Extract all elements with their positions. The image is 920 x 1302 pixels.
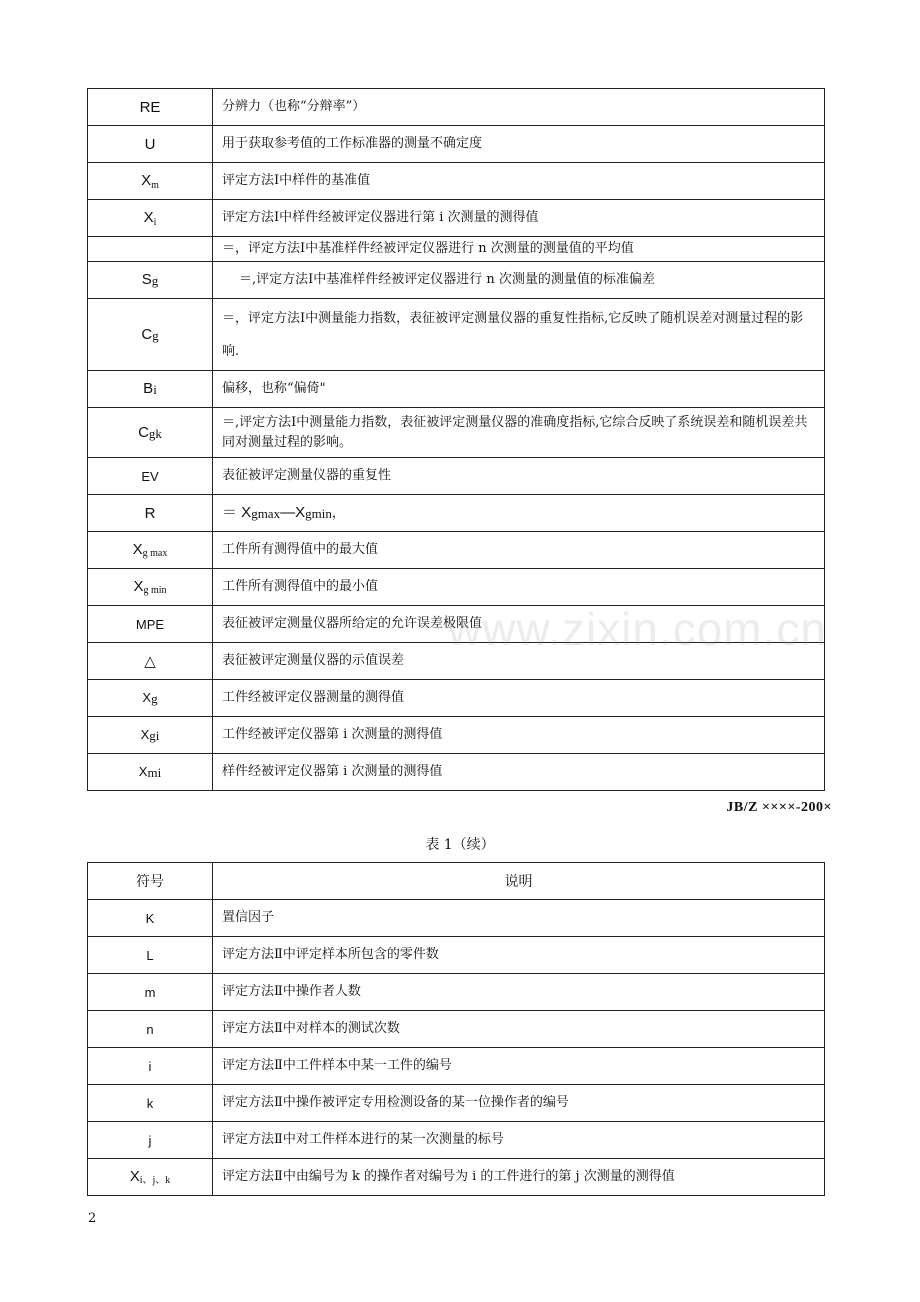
symbol-subscript: m bbox=[151, 179, 159, 191]
description-cell: 评定方法Ⅱ中对工件样本进行的某一次测量的标号 bbox=[213, 1122, 825, 1159]
table-row bbox=[88, 606, 825, 643]
symbol-main: X bbox=[133, 578, 144, 595]
table-row bbox=[88, 937, 825, 974]
symbol-cell bbox=[88, 408, 213, 458]
symbol-subscript: g min bbox=[143, 585, 167, 596]
description-cell: 用于获取参考值的工作标准器的测量不确定度 bbox=[213, 126, 825, 163]
table-row bbox=[88, 569, 825, 606]
description-cell: 样件经被评定仪器第 i 次测量的测得值 bbox=[213, 754, 825, 791]
table-row bbox=[88, 1011, 825, 1048]
table-caption: 表 1（续） bbox=[425, 837, 495, 853]
symbol-main: S bbox=[141, 271, 152, 288]
description-cell: ＝，评定方法Ⅰ中测量能力指数，表征被评定测量仪器的重复性指标,它反映了随机误差对测量过程的影响. bbox=[213, 299, 825, 371]
symbol-cell: j bbox=[88, 1122, 213, 1159]
symbol-main: C bbox=[138, 423, 149, 441]
symbol-subscript: g bbox=[151, 273, 159, 288]
symbol-cell bbox=[88, 237, 213, 262]
description-cell: ＝，评定方法Ⅰ中基准样件经被评定仪器进行 n 次测量的测量值的平均值 bbox=[213, 237, 825, 262]
symbol-cell bbox=[88, 1159, 213, 1196]
table-row bbox=[88, 1085, 825, 1122]
table-row bbox=[88, 1048, 825, 1085]
symbol-subscript: g max bbox=[142, 548, 168, 559]
symbol-cell: L bbox=[88, 937, 213, 974]
column-header-description: 说明 bbox=[213, 863, 825, 900]
description-cell: 评定方法Ⅰ中样件的基准值 bbox=[213, 163, 825, 200]
symbol-cell: EV bbox=[88, 458, 213, 495]
table-row bbox=[88, 237, 825, 262]
table-row bbox=[88, 754, 825, 791]
symbol-cell bbox=[88, 569, 213, 606]
table-row bbox=[88, 200, 825, 237]
symbol-cell: k bbox=[88, 1085, 213, 1122]
symbol-cell bbox=[88, 200, 213, 237]
table-row bbox=[88, 126, 825, 163]
table-row bbox=[88, 458, 825, 495]
symbol-subscript: i bbox=[153, 216, 157, 228]
description-cell: 偏移，也称“偏倚" bbox=[213, 371, 825, 408]
table-row bbox=[88, 1159, 825, 1196]
symbol-cell: △ bbox=[88, 643, 213, 680]
symbol-main: X bbox=[140, 726, 150, 742]
description-cell: 评定方法Ⅱ中对样本的测试次数 bbox=[213, 1011, 825, 1048]
symbol-main: X bbox=[141, 171, 152, 189]
symbol-table bbox=[87, 88, 825, 791]
description-cell: 工件所有测得值中的最小值 bbox=[213, 569, 825, 606]
symbol-main: X bbox=[138, 763, 148, 779]
table-row bbox=[88, 974, 825, 1011]
formula-prefix: ＝ X bbox=[222, 503, 252, 521]
symbol-main: X bbox=[143, 208, 154, 226]
description-cell: 评定方法Ⅱ中工件样本中某一工件的编号 bbox=[213, 1048, 825, 1085]
symbol-subscript: i bbox=[153, 382, 157, 397]
table-row bbox=[88, 495, 825, 532]
formula-subscript: gmin bbox=[305, 505, 332, 521]
table-row bbox=[88, 262, 825, 299]
symbol-main: X bbox=[132, 541, 143, 558]
symbol-main: C bbox=[141, 325, 153, 343]
symbol-cell bbox=[88, 299, 213, 371]
table-row bbox=[88, 717, 825, 754]
description-cell: 表征被评定测量仪器的重复性 bbox=[213, 458, 825, 495]
formula-subscript: gmax bbox=[251, 505, 281, 521]
symbol-subscript: i、j、k bbox=[139, 1175, 171, 1186]
symbol-cell bbox=[88, 371, 213, 408]
description-cell: ＝,评定方法Ⅰ中测量能力指数，表征被评定测量仪器的准确度指标,它综合反映了系统误差和随机误差共同对测量过程的影响。 bbox=[213, 408, 825, 458]
standard-code: JB/Z ××××-200× bbox=[726, 800, 832, 815]
table-row bbox=[88, 371, 825, 408]
symbol-cell: m bbox=[88, 974, 213, 1011]
table-row bbox=[88, 1122, 825, 1159]
description-cell: 评定方法Ⅰ中样件经被评定仪器进行第 i 次测量的测得值 bbox=[213, 200, 825, 237]
symbol-cell bbox=[88, 717, 213, 754]
symbol-subscript: gi bbox=[149, 727, 160, 743]
description-cell: 工件经被评定仪器第 i 次测量的测得值 bbox=[213, 717, 825, 754]
table-row bbox=[88, 163, 825, 200]
description-cell: 工件所有测得值中的最大值 bbox=[213, 532, 825, 569]
table-row bbox=[88, 680, 825, 717]
symbol-cell bbox=[88, 163, 213, 200]
symbol-subscript: g bbox=[151, 690, 158, 706]
symbol-cell: MPE bbox=[88, 606, 213, 643]
symbol-cell: K bbox=[88, 900, 213, 937]
symbol-cell bbox=[88, 680, 213, 717]
table-row bbox=[88, 900, 825, 937]
description-cell bbox=[213, 495, 825, 532]
page-number: 2 bbox=[88, 1211, 97, 1226]
formula-suffix: ， bbox=[331, 505, 345, 521]
column-header-symbol: 符号 bbox=[88, 863, 213, 900]
watermark: www.zixin.com.cn bbox=[448, 603, 827, 655]
description-cell: 评定方法Ⅱ中由编号为 k 的操作者对编号为 i 的工件进行的第 j 次测量的测得值 bbox=[213, 1159, 825, 1196]
description-cell: ＝,评定方法Ⅰ中基准样件经被评定仪器进行 n 次测量的测量值的标准偏差 bbox=[213, 262, 825, 299]
description-cell: 评定方法Ⅱ中评定样本所包含的零件数 bbox=[213, 937, 825, 974]
symbol-cell: i bbox=[88, 1048, 213, 1085]
table-header-row bbox=[88, 863, 825, 900]
table-row bbox=[88, 408, 825, 458]
symbol-main: X bbox=[142, 689, 152, 705]
description-cell: 工件经被评定仪器测量的测得值 bbox=[213, 680, 825, 717]
table-row bbox=[88, 532, 825, 569]
symbol-main: B bbox=[143, 380, 154, 397]
table-row bbox=[88, 643, 825, 680]
description-cell: 分辨力（也称“分辩率”） bbox=[213, 89, 825, 126]
symbol-cell: RE bbox=[88, 89, 213, 126]
description-cell: 表征被评定测量仪器所给定的允许误差极限值 bbox=[213, 606, 825, 643]
formula-mid: —X bbox=[280, 503, 306, 521]
symbol-cell bbox=[88, 262, 213, 299]
description-cell: 评定方法Ⅱ中操作者人数 bbox=[213, 974, 825, 1011]
description-cell: 表征被评定测量仪器的示值误差 bbox=[213, 643, 825, 680]
symbol-main: X bbox=[129, 1168, 140, 1185]
symbol-cell bbox=[88, 532, 213, 569]
table-row bbox=[88, 89, 825, 126]
symbol-cell bbox=[88, 754, 213, 791]
description-cell: 置信因子 bbox=[213, 900, 825, 937]
symbol-cell: n bbox=[88, 1011, 213, 1048]
symbol-subscript: gk bbox=[148, 425, 162, 441]
description-cell: 评定方法Ⅱ中操作被评定专用检测设备的某一位操作者的编号 bbox=[213, 1085, 825, 1122]
table-row bbox=[88, 299, 825, 371]
symbol-cell: R bbox=[88, 495, 213, 532]
symbol-table-continued bbox=[87, 862, 825, 1196]
symbol-subscript: g bbox=[152, 327, 159, 343]
symbol-subscript: mi bbox=[147, 764, 162, 780]
symbol-cell: U bbox=[88, 126, 213, 163]
